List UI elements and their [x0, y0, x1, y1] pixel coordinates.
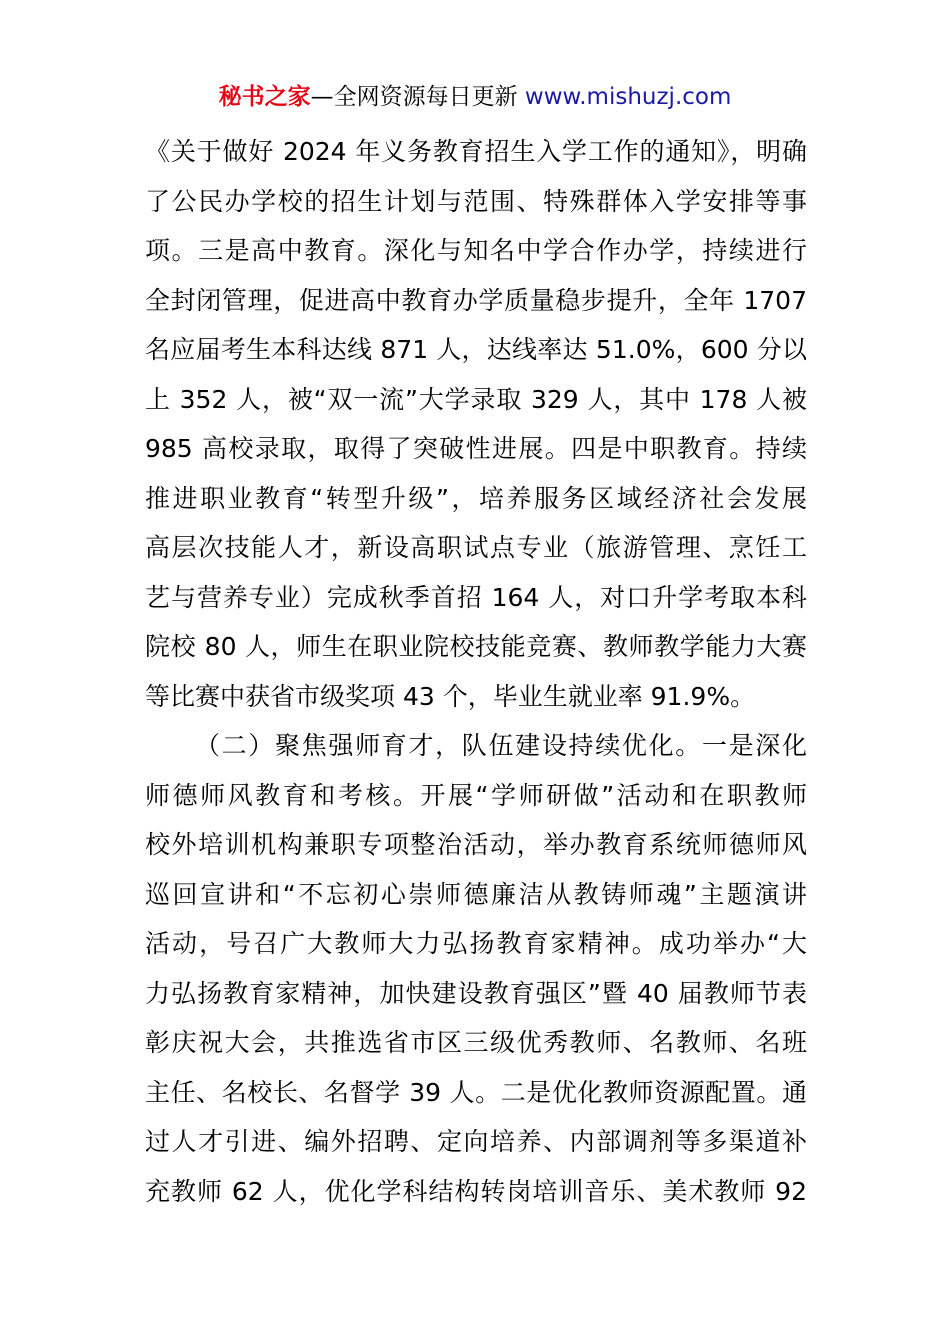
text-line: 活动，号召广大教师大力弘扬教育家精神。成功举办“大: [145, 929, 807, 958]
text-line: 师德师风教育和考核。开展“学师研做”活动和在职教师: [145, 780, 807, 810]
text-line: 985 高校录取，取得了突破性进展。四是中职教育。持续: [145, 434, 807, 463]
text-line: 充教师 62 人，优化学科结构转岗培训音乐、美术教师 92: [145, 1176, 807, 1206]
text-line: 高层次技能人才，新设高职试点专业（旅游管理、烹饪工: [145, 533, 807, 562]
text-line: 了公民办学校的招生计划与范围、特殊群体入学安排等事: [145, 186, 807, 216]
site-tagline: —全网资源每日更新: [310, 84, 525, 110]
text-line: 过人才引进、编外招聘、定向培养、内部调剂等多渠道补: [145, 1127, 807, 1156]
site-url-link[interactable]: www.mishuzj.com: [524, 84, 732, 110]
text-line: 全封闭管理，促进高中教育办学质量稳步提升，全年 1707: [145, 285, 807, 315]
text-line-paragraph-end: 等比赛中获省市级奖项 43 个，毕业生就业率 91.9%。: [145, 681, 756, 711]
text-line: 巡回宣讲和“不忘初心崇师德廉洁从教铸师魂”主题演讲: [145, 879, 807, 909]
text-line: 《关于做好 2024 年义务教育招生入学工作的通知》，明确: [145, 137, 807, 166]
text-line: 院校 80 人，师生在职业院校技能竞赛、教师教学能力大赛: [145, 632, 807, 661]
text-line: 上 352 人，被“双一流”大学录取 329 人，其中 178 人被: [145, 384, 807, 414]
text-line: 艺与营养专业）完成秋季首招 164 人，对口升学考取本科: [145, 582, 807, 612]
text-line: 主任、名校长、名督学 39 人。二是优化教师资源配置。通: [145, 1077, 807, 1107]
site-header: [0, 82, 950, 112]
text-line: 项。三是高中教育。深化与知名中学合作办学，持续进行: [145, 236, 807, 265]
text-line: 力弘扬教育家精神，加快建设教育强区”暨 40 届教师节表: [145, 978, 807, 1008]
text-line: 名应届考生本科达线 871 人，达线率达 51.0%，600 分以: [145, 335, 807, 364]
text-line: 彰庆祝大会，共推选省市区三级优秀教师、名教师、名班: [145, 1028, 807, 1057]
site-brand: 秘书之家: [218, 84, 311, 110]
text-line: 推进职业教育“转型升级”，培养服务区域经济社会发展: [145, 483, 807, 513]
text-line-section-heading: （二）聚焦强师育才，队伍建设持续优化。一是深化: [195, 731, 807, 760]
document-body: [145, 127, 807, 1216]
text-line: 校外培训机构兼职专项整治活动，举办教育系统师德师风: [145, 830, 807, 859]
